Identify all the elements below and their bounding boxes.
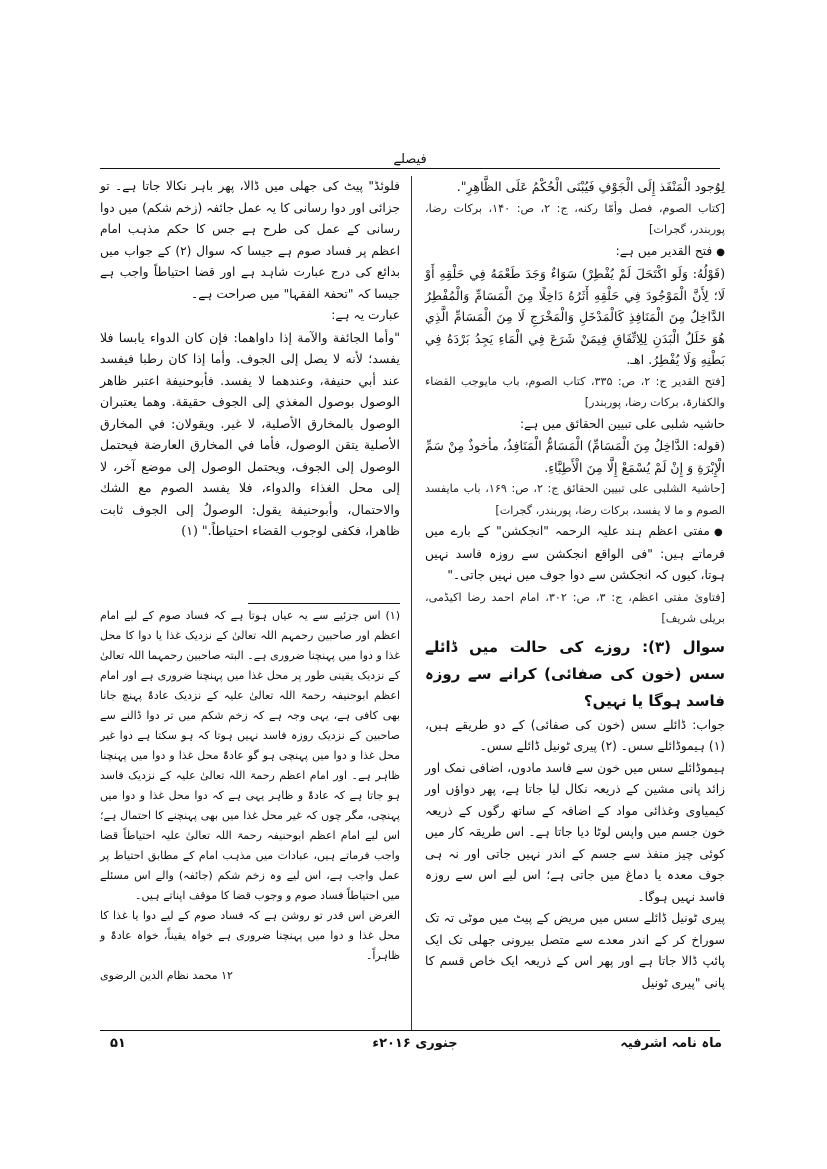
issue-date: جنوری ۲۰۱۶ء: [372, 1036, 458, 1051]
footer-rule: [100, 1030, 720, 1031]
paragraph-plain: حاشیہ شلبی علی تبیین الحقائق میں ہے:: [519, 416, 725, 431]
left-column: [100, 176, 400, 542]
paragraph-ar: (قَوْلُهُ: وَلَو اكْتَحَلَ لَمْ يُفْطِرْ) سَوَاءٌ وَجَدَ طَعْمَهُ فِي حَلْقِهِ أَوْ لَا؛ لِأَنَّ الْمَوْجُودَ فِي حَلْقِهِ أَثَرُهُ دَاخِلًا مِنَ الْمَسَامِّ وَالْمُفْطِرُ الدَّاخِلُ مِنَ الْمَنَافِذِ كَالْمَدْخَلِ وَالْمَخْرَجِ لَا مِنَ الْمَسَامِّ الَّذِي هُوَ خَلَلُ الْبَدَنِ لِلِاتِّفَاقِ فِيمَنْ شَرَعَ فِي الْمَاءِ يَجِدُ بَرْدَهُ فِي بَطْنِهِ وَلَا يُفْطِرُ. اهـ.: [425, 266, 725, 367]
paragraph-answer: جواب: ڈائلے سس (خون کی صفائی) کے دو طریقے ہیں، (۱) ہیموڈائلے سس۔ (۲) پیری ٹونیل ڈائلے سس۔: [425, 717, 725, 753]
footnote-text: (۱) اس جزئیے سے یہ عیاں ہوتا ہے کہ فساد صوم کے لیے امام اعظم اور صاحبین رحمہم اللہ تعالیٰ کے نزدیک غذا یا دوا کا محل غذا و دوا میں پہنچنا ضروری ہے۔ البتہ صاحبین رحمہما اللہ تعالیٰ کے نزدیک یقینی طور پر محل غذا میں پہنچنا ضروری ہے اور امام اعظم ابوحنیفہ رحمۃ اللہ تعالیٰ علیہ کے نزدیک عادۃً پہنچ جانا بھی کافی ہے، یہی وجہ ہے کہ زخم شکم میں تر دوا ڈالنے سے صاحبین کے نزدیک روزہ فاسد نہیں ہوتا کہ ہو سکتا ہے دوا غیر محل غذا و دوا میں پہنچی ہو گو عادۃً محل غذا و دوا میں پہنچنا ظاہر ہے۔ اور امام اعظم رحمۃ اللہ تعالیٰ علیہ کے نزدیک فاسد ہو جاتا ہے کہ عادۃً و ظاہر یہی ہے کہ دوا محل غذا و دوا میں پہنچی، مگر چوں کہ غیر محل غذا میں بھی پہنچنے کا احتمال ہے؛ اس لیے امام اعظم ابوحنیفہ رحمۃ اللہ تعالیٰ علیہ احتیاطاً قضا واجب فرماتے ہیں، عبادات میں مذہب امام کے مطابق احتیاط پر عمل واجب ہے، اس لیے وہ زخم شکم (جائفہ) والے اس مسئلے میں احتیاطاً فساد صوم و وجوب قضا کا موقف اپناتے ہیں۔: [100, 609, 400, 902]
footnote-rule: [248, 603, 400, 604]
section-title: فیصلے: [393, 152, 427, 167]
paragraph-plain: ہیموڈائلے سس میں خون سے فاسد مادوں، اضافی نمک اور زائد پانی مشین کے ذریعہ نکال لیا جاتا ہے، پھر دواؤں اور کیمیاوی وغذائی مواد کے اضافہ کے ساتھ رگوں کے ذریعہ خون جسم میں واپس لوٹا دیا جاتا ہے۔ اس طریقہ کار میں کوئی چیز منفذ سے جسم کے اندر نہیں جاتی اور نہ ہی جوف معدہ یا دماغ میں جاتی ہے؛ اس لیے اس سے روزہ فاسد نہیں ہوگا۔: [425, 760, 725, 904]
column-divider: [411, 176, 412, 1031]
right-column: [425, 176, 725, 994]
page-number: ۵۱: [110, 1036, 126, 1051]
paragraph-bullet: ● فتح القدیر میں ہے:: [425, 241, 725, 264]
footnote-summary: الغرض اس قدر تو روشن ہے کہ فساد صوم کے لیے دوا یا غذا کا محل غذا و دوا میں پہنچنا ضروری ہے خواہ یقیناً، خواہ عادۃً و ظاہراً۔: [100, 909, 400, 962]
paragraph-plain: فلوئڈ" پیٹ کی جھلی میں ڈالا، پھر باہر نکالا جاتا ہے۔ تو جزائی اور دوا رسانی کا یہ عمل جائفہ (زخم شکم) میں دوا رسانی کے عمل کی طرح ہے جس کا حکم مذہب امام اعظم پر فساد صوم ہے جیسا کہ سوال (۲) کے جواب میں بدائع کی درج عبارت شاہد ہے اور قضا احتیاطاً واجب ہے جیسا کہ "تحفۃ الفقہا" میں صراحت ہے۔: [100, 179, 400, 301]
paragraph-ref: [حاشیۃ الشلبی علی تبیین الحقائق ج: ۲، ص: ۱۶۹، باب مایفسد الصوم و ما لا یفسد، برکات رضا، پوربندر، گجرات]: [425, 482, 725, 517]
paragraph-bullet: ● مفتی اعظم ہند علیہ الرحمہ "انجکشن" کے بارے میں فرماتے ہیں: "فی الواقع انجکشن سے روزہ فاسد نہیں ہوتا، کیوں کہ انجکشن سے دوا جوف میں نہیں جاتی۔": [425, 521, 725, 587]
paragraph-ref: [کتاب الصوم، فصل وأمّا ركنه، ج: ۲، ص: ۱۴۰، برکات رضا، پوربندر، گجرات]: [425, 201, 725, 236]
header-rule: [100, 168, 720, 169]
paragraph-ar: "وأما الجائفة والآمة إذا داواهما: فإن كان الدواء يابسا فلا يفسد؛ لأنه لا يصل إلى الجوف. وأما إذا كان رطبا فيفسد عند أبي حنيفة، وعندهما لا يفسد. فأبوحنيفة اعتبر ظاهر الوصول بوصول المغذي إلى الجوف حقيقة. وهما يعتبران الوصول بالمخارق الأصلية، لا غير. ويقولان: في المخارق الأصلية يتقن الوصول، فأما في المخارق العارضة فيحتمل الوصول إلى الجوف، ويحتمل الوصول إلى موضع آخر، لا إلى محل الغذاء والدواء، فلا يفسد الصوم مع الشك والاحتمال، وأبوحنيفة يقول: الوصولُ إلى الجوف ثابت ظاهرا، فكفى لوجوب القضاء احتياطاً." (۱): [100, 329, 400, 538]
paragraph-plain: عبارت یہ ہے:: [331, 308, 400, 322]
paragraph-head: سوال (۳): روزے کی حالت میں ڈائلے سس (خون کی صفائی) کرانے سے روزہ فاسد ہوگا یا نہیں؟: [425, 637, 725, 710]
paragraph-ar: (قوله: الدَّاخِلُ مِنَ الْمَسَامِّ) الْمَسَامُّ الْمَنَافِذُ، مأخوذٌ مِنْ سَمِّ الْإِبْرَةِ وَ إِنْ لَمْ يُسْمَعْ إِلَّا مِنَ الْأَطِبَّاءِ.: [425, 438, 725, 475]
footnote: [100, 606, 400, 986]
footnote-signature: ۱۲ محمد نظام الدین الرضوی: [100, 969, 233, 982]
paragraph-ref: [فتاویٰ مفتی اعظم، ج: ۳، ص: ۳۰۲، امام احمد رضا اکیڈمی، بریلی شریف]: [425, 590, 725, 625]
paragraph-plain: پیری ٹونیل ڈائلے سس میں مریض کے پیٹ میں موٹی تہ تک سوراخ کر کے اندر معدے سے متصل بیرونی جھلی تک ایک پائپ ڈالا جاتا ہے اور پھر اس کے ذریعہ ایک خاص قسم کا پانی "پیری ٹونیل: [425, 911, 725, 990]
paragraph-ar: لِوُجود الْمَنْفَذ إِلَى الْجَوْفِ فَيُبْنَى الْحُكْمُ عَلَى الظَّاهِرِ".: [456, 179, 725, 194]
magazine-name: ماہ نامہ اشرفیہ: [620, 1036, 722, 1051]
paragraph-ref: [فتح القدیر ج: ۲، ص: ۳۳۵، کتاب الصوم، باب مایوجب القضاء والکفارۃ، برکات رضا، پوربندر]: [425, 374, 725, 409]
